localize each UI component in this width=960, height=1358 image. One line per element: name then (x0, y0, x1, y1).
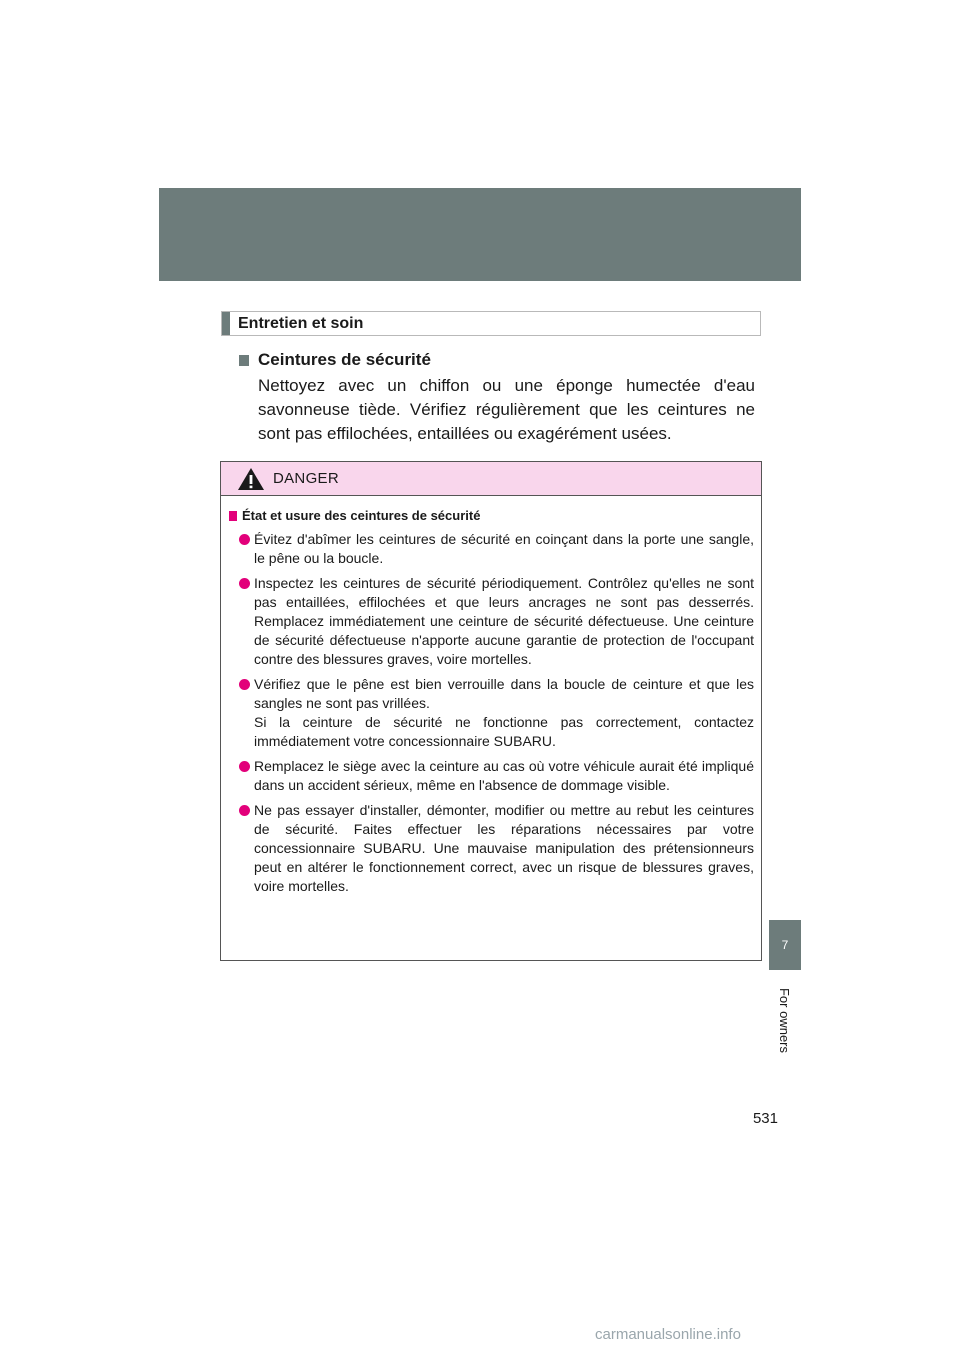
watermark: carmanualsonline.info (595, 1326, 741, 1343)
bullet-dot-icon (239, 578, 250, 589)
bullet-text: Ne pas essayer d'installer, démonter, modifier ou mettre au rebut les ceintures de sécurité. Faites effectuer les réparations nécessaires par votre concessionnaire SUBARU. Une mauvaise manipulation des prétensionneurs peut en altérer le fonctionnement correct, avec un risque de blessures graves, voire mortelles. (254, 802, 754, 894)
subsection-body: Nettoyez avec un chiffon ou une éponge humectée d'eau savonneuse tiède. Vérifiez régulièrement que les ceintures ne sont pas effilochées, entaillées ou exagérément usées. (258, 376, 755, 443)
list-item (229, 801, 754, 896)
page-number: 531 (752, 1110, 778, 1127)
list-item (229, 530, 754, 568)
list-item (229, 675, 754, 751)
danger-label: DANGER (273, 470, 339, 487)
bullet-text-continued: Si la ceinture de sécurité ne fonctionne pas correctement, contactez immédiatement votre concessionnaire SUBARU. (254, 714, 754, 749)
bullet-dot-icon (239, 534, 250, 545)
bullet-text: Évitez d'abîmer les ceintures de sécurité en coinçant dans la porte une sangle, le pêne ou la boucle. (254, 531, 754, 566)
list-item (229, 757, 754, 795)
square-bullet-icon (229, 511, 237, 521)
subsection-heading (239, 350, 431, 370)
warning-triangle-icon (237, 467, 265, 491)
subsection-title: Ceintures de sécurité (258, 350, 431, 369)
list-item (229, 574, 754, 669)
danger-body (221, 496, 761, 896)
danger-box (220, 461, 762, 961)
chapter-label (769, 970, 801, 1070)
bullet-dot-icon (239, 805, 250, 816)
bullet-text: Remplacez le siège avec la ceinture au cas où votre véhicule aurait été impliqué dans un accident sérieux, même en l'absence de dommage visible. (254, 758, 754, 793)
chapter-label-text: For owners (777, 987, 793, 1053)
section-title: Entretien et soin (238, 314, 364, 332)
bullet-dot-icon (239, 679, 250, 690)
section-accent-bar (222, 312, 230, 335)
danger-subheading (229, 508, 754, 523)
danger-header (221, 462, 761, 496)
danger-heading: État et usure des ceintures de sécurité (242, 508, 481, 523)
section-heading (221, 311, 761, 336)
bullet-dot-icon (239, 761, 250, 772)
bullet-text: Inspectez les ceintures de sécurité périodiquement. Contrôlez qu'elles ne sont pas entaillées, effilochées et que leurs ancrages ne sont pas desserrés. Remplacez immédiatement une ceinture de sécurité défectueuse. Une ceinture de sécurité défectueuse n'apporte aucune garantie de protection de l'occupant contre des blessures graves, voire mortelles. (254, 575, 754, 667)
chapter-number: 7 (781, 938, 789, 952)
bullet-text: Vérifiez que le pêne est bien verrouille dans la boucle de ceinture et que les sangles ne sont pas vrillées. (254, 676, 754, 711)
square-bullet-icon (239, 355, 249, 366)
header-band (159, 188, 801, 281)
chapter-tab (769, 920, 801, 970)
